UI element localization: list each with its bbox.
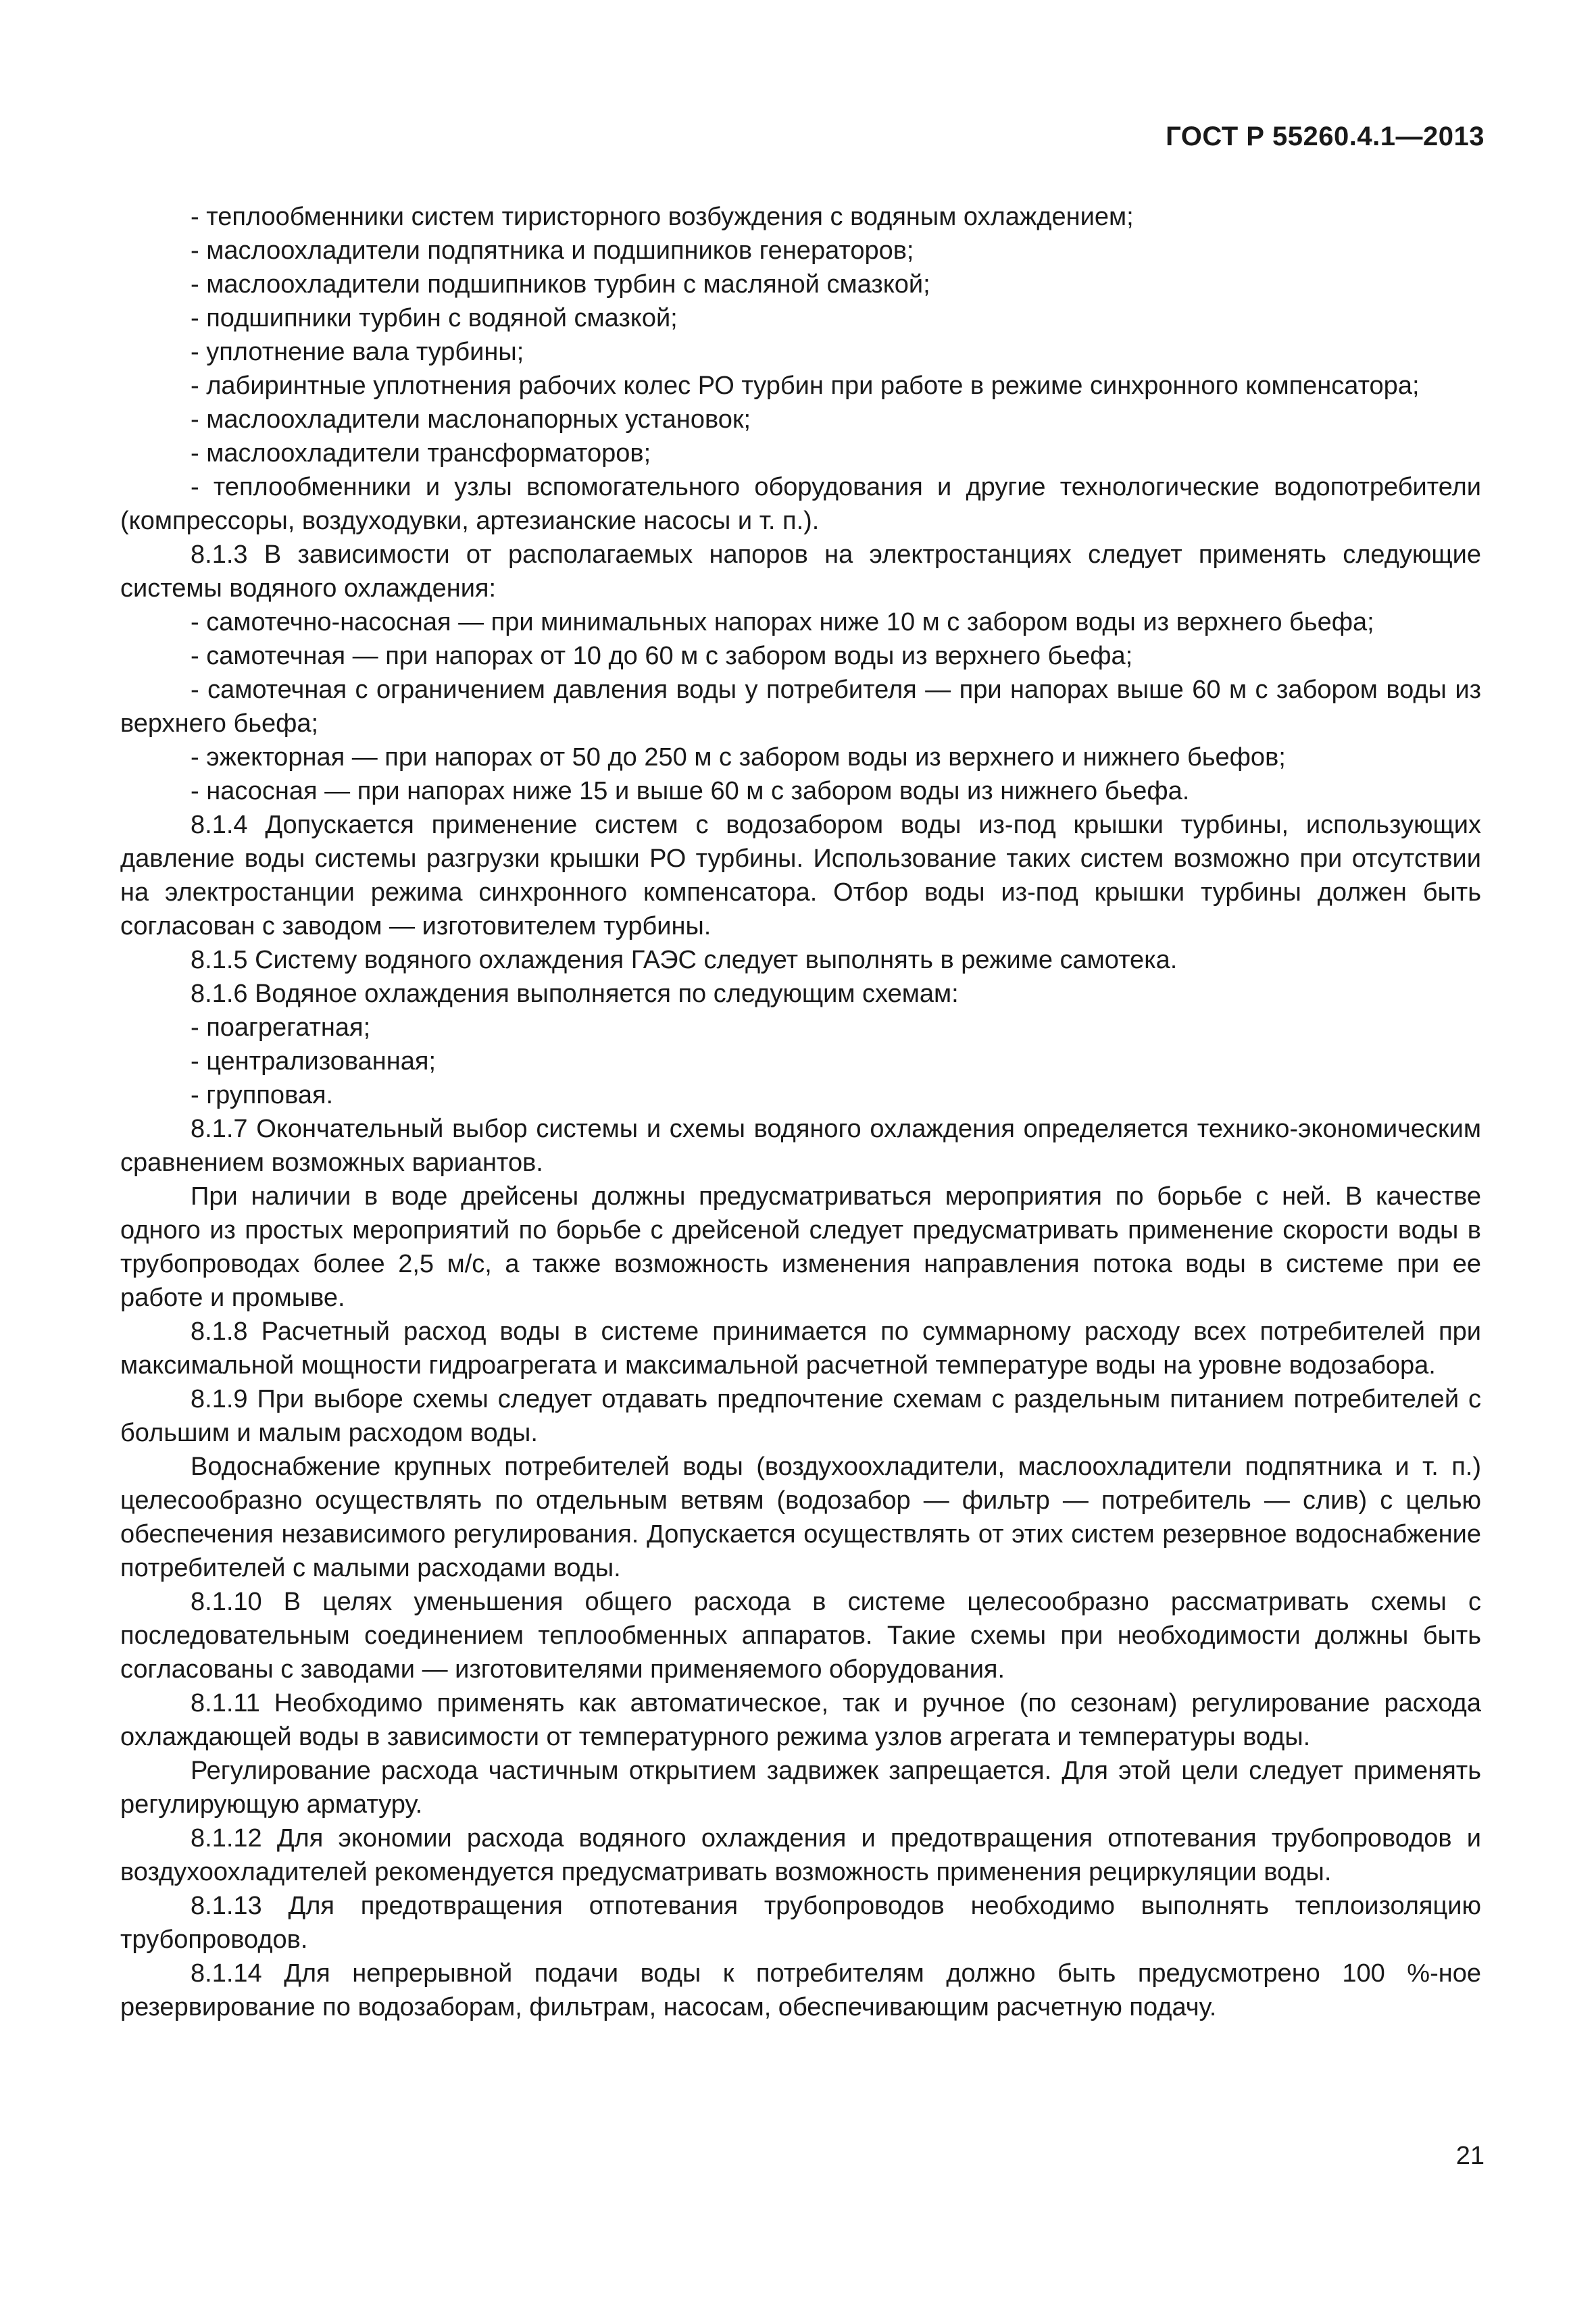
paragraph: 8.1.13 Для предотвращения отпотевания трубопроводов необходимо выполнять теплоизоляцию трубопроводов. xyxy=(120,1892,1481,1954)
paragraph: - маслоохладители подшипников турбин с масляной смазкой; xyxy=(191,270,930,299)
paragraph: - теплообменники и узлы вспомогательного оборудования и другие технологические водопотребители (компрессоры, воздуходувки, артезианские насосы и т. п.). xyxy=(120,473,1481,535)
paragraph: При наличии в воде дрейсены должны предусматриваться мероприятия по борьбе с ней. В качестве одного из простых мероприятий по борьбе с дрейсеной следует предусматривать применение скорости воды в трубопроводах более 2,5 м/с, а также возможность изменения направления потока воды в системе при ее работе и промыве. xyxy=(120,1182,1481,1312)
paragraph: 8.1.5 Систему водяного охлаждения ГАЭС следует выполнять в режиме самотека. xyxy=(191,946,1178,974)
paragraph: 8.1.8 Расчетный расход воды в системе принимается по суммарному расходу всех потребителей при максимальной мощности гидроагрегата и максимальной расчетной температуре воды на уровне водозабора. xyxy=(120,1317,1481,1380)
paragraph: 8.1.14 Для непрерывной подачи воды к потребителям должно быть предусмотрено 100 %-ное резервирование по водозаборам, фильтрам, насосам, обеспечивающим расчетную подачу. xyxy=(120,1959,1481,2021)
paragraph: - централизованная; xyxy=(191,1047,437,1076)
paragraph: 8.1.10 В целях уменьшения общего расхода в системе целесообразно рассматривать схемы с последовательным соединением теплообменных аппаратов. Такие схемы при необходимости должны быть согласованы с заводами — изготовителями применяемого оборудования. xyxy=(120,1588,1481,1684)
paragraph: 8.1.7 Окончательный выбор системы и схемы водяного охлаждения определяется технико-экономическим сравнением возможных вариантов. xyxy=(120,1115,1481,1177)
paragraph: - подшипники турбин с водяной смазкой; xyxy=(191,304,678,332)
paragraph: - маслоохладители трансформаторов; xyxy=(191,439,651,468)
paragraph: 8.1.4 Допускается применение систем с водозабором воды из-под крышки турбины, использующих давление воды системы разгрузки крышки РО турбины. Использование таких систем возможно при отсутствии на электростанции режима синхронного компенсатора. Отбор воды из-под крышки турбины должен быть согласован с заводом — изготовителем турбины. xyxy=(120,811,1481,940)
paragraph: - маслоохладители подпятника и подшипников генераторов; xyxy=(191,236,914,265)
paragraph: 8.1.11 Необходимо применять как автоматическое, так и ручное (по сезонам) регулирование расхода охлаждающей воды в зависимости от температурного режима узлов агрегата и температуры воды. xyxy=(120,1689,1481,1751)
paragraph: 8.1.6 Водяное охлаждения выполняется по следующим схемам: xyxy=(191,980,959,1008)
paragraph: - насосная — при напорах ниже 15 и выше 60 м с забором воды из нижнего бьефа. xyxy=(191,777,1190,805)
paragraph: Водоснабжение крупных потребителей воды (воздухоохладители, маслоохладители подпятника и т. п.) целесообразно осуществлять по отдельным ветвям (водозабор — фильтр — потребитель — слив) с целью обеспечения независимого регулирования. Допускается осуществлять от этих систем резервное водоснабжение потребителей с малыми расходами воды. xyxy=(120,1453,1481,1582)
document-body xyxy=(120,200,1481,2024)
paragraph: - поагрегатная; xyxy=(191,1013,371,1042)
paragraph: 8.1.3 В зависимости от располагаемых напоров на электростанциях следует применять следующие системы водяного охлаждения: xyxy=(120,540,1481,603)
paragraph: Регулирование расхода частичным открытием задвижек запрещается. Для этой цели следует применять регулирующую арматуру. xyxy=(120,1757,1481,1819)
paragraph: - самотечная с ограничением давления воды у потребителя — при напорах выше 60 м с забором воды из верхнего бьефа; xyxy=(120,676,1481,738)
paragraph: - теплообменники систем тиристорного возбуждения с водяным охлаждением; xyxy=(191,203,1134,231)
paragraph: - групповая. xyxy=(191,1081,334,1109)
paragraph: - лабиринтные уплотнения рабочих колес РО турбин при работе в режиме синхронного компенсатора; xyxy=(191,372,1420,400)
paragraph: - самотечная — при напорах от 10 до 60 м с забором воды из верхнего бьефа; xyxy=(191,642,1133,670)
document-header: ГОСТ Р 55260.4.1—2013 xyxy=(1166,122,1485,151)
paragraph: 8.1.12 Для экономии расхода водяного охлаждения и предотвращения отпотевания трубопроводов и воздухоохладителей рекомендуется предусматривать возможность применения рециркуляции воды. xyxy=(120,1824,1481,1886)
paragraph: 8.1.9 При выборе схемы следует отдавать предпочтение схемам с раздельным питанием потребителей с большим и малым расходом воды. xyxy=(120,1385,1481,1447)
page-number: 21 xyxy=(1455,2142,1485,2170)
paragraph: - уплотнение вала турбины; xyxy=(191,338,524,366)
paragraph: - самотечно-насосная — при минимальных напорах ниже 10 м с забором воды из верхнего бьефа; xyxy=(191,608,1374,636)
paragraph: - эжекторная — при напорах от 50 до 250 м с забором воды из верхнего и нижнего бьефов; xyxy=(191,743,1286,772)
paragraph: - маслоохладители маслонапорных установок; xyxy=(191,405,751,434)
